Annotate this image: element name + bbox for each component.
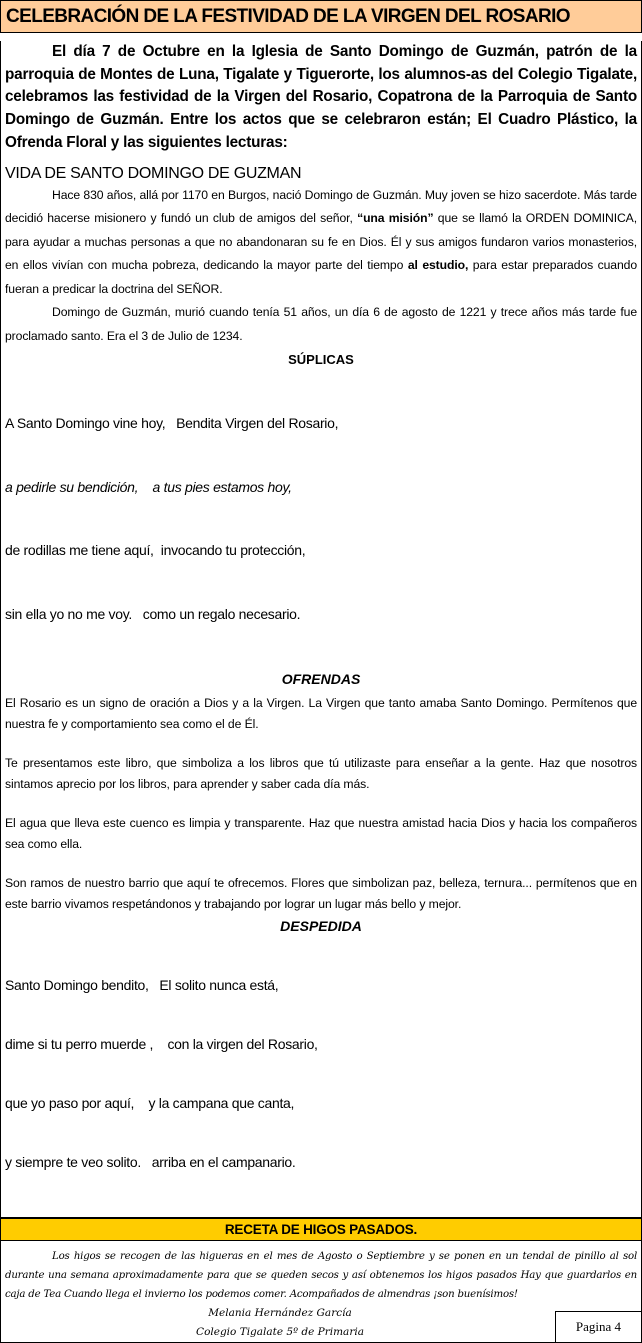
poem-line: Santo Domingo bendito, El solito nunca está, <box>5 977 279 994</box>
bold-text: al estudio, <box>407 258 469 273</box>
page-number: Pagina 4 <box>555 1311 641 1342</box>
ofrenda-paragraph: El agua que lleva este cuenco es limpia y transparente. Haz que nuestra amistad hacia Dios y hacia los compañeros sea como ella. <box>5 816 637 852</box>
poem-line: que yo paso por aquí, y la campana que canta, <box>5 1094 295 1111</box>
receta-frame <box>0 1241 642 1343</box>
receta-heading: RECETA DE HIGOS PASADOS. <box>0 1218 642 1241</box>
poem-line: sin ella yo no me voy. como un regalo necesario. <box>5 606 301 623</box>
despedida-poem <box>5 937 637 1211</box>
poem-line: y siempre te veo solito. arriba en el campanario. <box>5 1153 296 1170</box>
text: Hace 830 años, allá por 1170 en Burgos, nació Domingo de Guzmán. Muy joven se hizo sacerdote. Más tarde decidió hacerse misionero y fundó un club de amigos del señor, <box>5 187 637 226</box>
ofrenda-paragraph: Son ramos de nuestro barrio que aquí te ofrecemos. Flores que simbolizan paz, belleza, ternura... permítenos que en este barrio vivamos respetándonos y trabajando por lograr un lugar más bello y mejor. <box>5 876 637 912</box>
poem-line: A Santo Domingo vine hoy, Bendita Virgen del Rosario, <box>5 414 339 431</box>
author-name: Melania Hernández García <box>208 1307 352 1320</box>
receta-footer <box>5 1304 641 1342</box>
ofrendas-section <box>5 693 637 915</box>
poem-line: de rodillas me tiene aquí, invocando tu protección, <box>5 542 306 559</box>
vida-paragraph-1 <box>5 184 637 302</box>
poem-line: dime si tu perro muerde , con la virgen del Rosario, <box>5 1036 318 1053</box>
vida-section <box>5 184 637 349</box>
ofrenda-paragraph: Te presentamos este libro, que simboliza a los libros que tú utilizaste para enseñar a la gente. Haz que nosotros sintamos aprecio por los libros, para aprender y saber cada día más. <box>5 756 637 792</box>
vida-heading: VIDA DE SANTO DOMINGO DE GUZMAN <box>5 164 302 182</box>
despedida-heading: DESPEDIDA <box>280 918 362 935</box>
receta-text: Los higos se recogen de las higueras en el mes de Agosto o Septiembre y se ponen en un tendal de pinillo al sol durante una semana aproximadamente para que se queden secos y así obtenemos los higos pasados Hay que guardarlos en caja de Tea Cuando llega el invierno los podemos comer. Acompañados de almendras ¡son buenísimos! <box>5 1251 637 1301</box>
vida-paragraph-2: Domingo de Guzmán, murió cuando tenía 51 años, un día 6 de agosto de 1221 y trece años más tarde fue proclamado santo. Era el 3 de Julio de 1234. <box>5 305 637 343</box>
bold-text: “una misión” <box>357 211 434 226</box>
school-name: Colegio Tigalate 5º de Primaria <box>196 1326 364 1339</box>
poem-line: a pedirle su bendición, a tus pies estamos hoy, <box>5 478 292 495</box>
intro-paragraph: El día 7 de Octubre en la Iglesia de Santo Domingo de Guzmán, patrón de la parroquia de Montes de Luna, Tigalate y Tiguerorte, los alumnos-as del Colegio Tigalate, celebramos las festividad de la Virgen del Rosario, Copatrona de la Parroquia de Santo Domingo de Guzmán. Entre los actos que se celebraron están; El Cuadro Plástico, la Ofrenda Floral y las siguientes lecturas: <box>5 43 637 151</box>
text: para estar preparados cuando fueran a predicar la doctrina del SEÑOR. <box>5 258 638 296</box>
ofrenda-paragraph: El Rosario es un signo de oración a Dios y a la Virgen. La Virgen que tanto amaba Santo Domingo. Permítenos que nuestra fe y comportamiento sea como el de Él. <box>5 696 637 732</box>
text: que se llamó la ORDEN DOMINICA, para ayudar a muchas personas a que no abandonaran su fe en Dios. Él y sus amigos fundaron varios monasterios, en ellos vivían con mucha pobreza, dedicando la mayor parte del tiempo <box>5 211 637 273</box>
signature-block <box>5 1304 555 1342</box>
suplicas-heading: SÚPLICAS <box>288 352 354 368</box>
suplicas-poem <box>5 370 637 668</box>
ofrendas-heading: OFRENDAS <box>281 671 361 688</box>
page-title: CELEBRACIÓN DE LA FESTIVIDAD DE LA VIRGEN DEL ROSARIO <box>0 0 642 33</box>
article-frame <box>0 41 642 1218</box>
